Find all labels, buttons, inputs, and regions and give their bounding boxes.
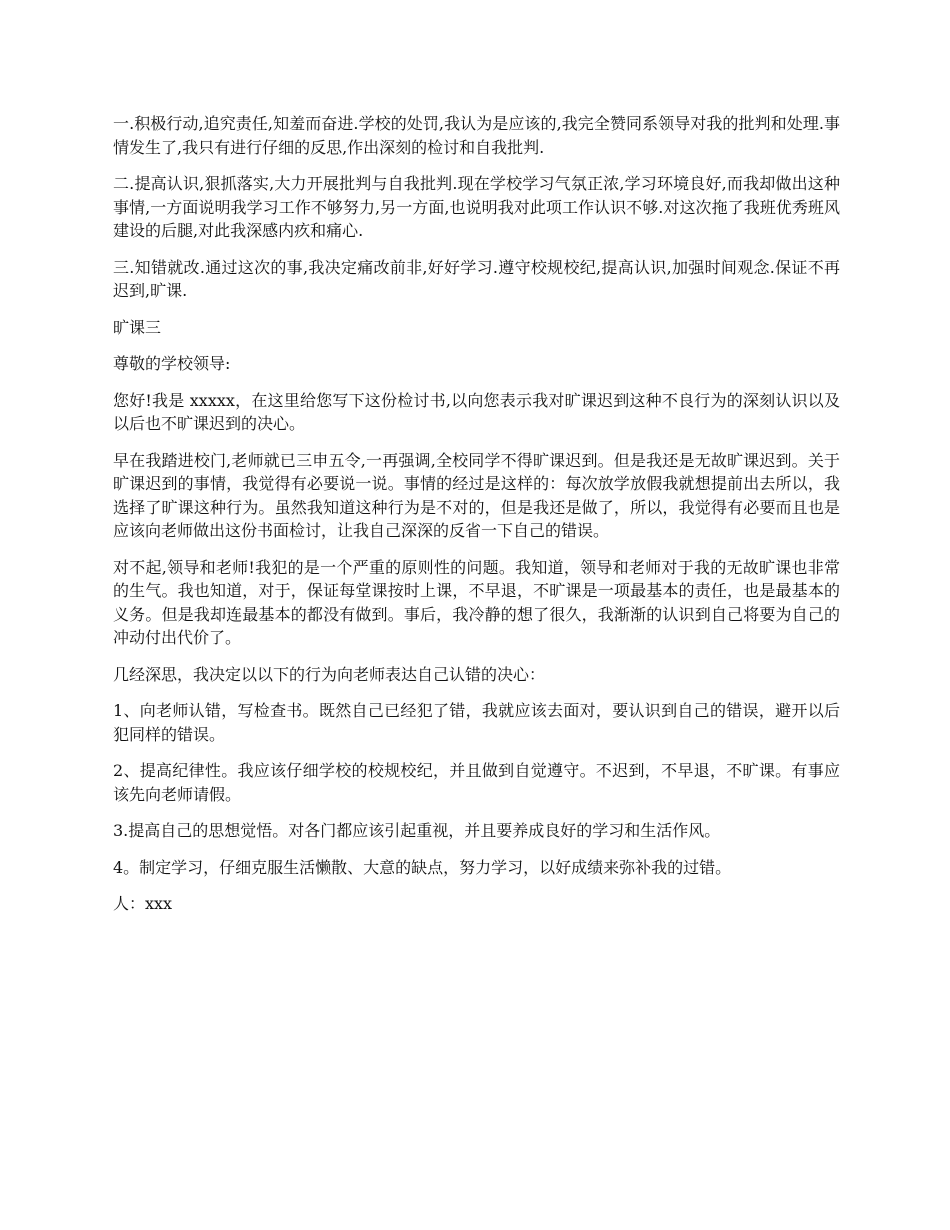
paragraph-3: 三.知错就改.通过这次的事,我决定痛改前非,好好学习.遵守校规校纪,提高认识,加强时间观念.保证不再迟到,旷课.: [113, 257, 840, 300]
list-item-4: 4。制定学习，仔细克服生活懒散、大意的缺点，努力学习，以好成绩来弥补我的过错。: [113, 857, 732, 877]
list-item-3: 3.提高自己的思想觉悟。对各门都应该引起重视，并且要养成良好的学习和生活作风。: [113, 821, 721, 840]
paragraph-background: 早在我踏进校门,老师就已三申五令,一再强调,全校同学不得旷课迟到。但是我还是无故旷课迟到。关于旷课迟到的事情，我觉得有必要说一说。事情的经过是这样的：每次放学放假我就想提前出去所以，我选择了旷课这种行为。虽然我知道这种行为是不对的，但是我还是做了，所以，我觉得有必要而且也是应该向老师做出这份书面检讨，让我自己深深的反省一下自己的错误。: [113, 450, 840, 540]
paragraph-2: 二.提高认识,狠抓落实,大力开展批判与自我批判.现在学校学习气氛正浓,学习环境良好,而我却做出这种事情,一方面说明我学习工作不够努力,另一方面,也说明我对此项工作认识不够.对这次拖了我班优秀班风建设的后腿,对此我深感内疚和痛心.: [113, 174, 840, 240]
list-item-1: 1、向老师认错，写检查书。既然自己已经犯了错，我就应该去面对，要认识到自己的错误，避开以后犯同样的错误。: [113, 701, 840, 744]
paragraph-1: 一.积极行动,追究责任,知羞而奋进.学校的处罚,我认为是应该的,我完全赞同系领导对我的批判和处理.事情发生了,我只有进行仔细的反思,作出深刻的检讨和自我批判.: [113, 114, 840, 157]
section-heading: 旷课三: [113, 317, 162, 337]
paragraph-resolve: 几经深思，我决定以以下的行为向老师表达自己认错的决心：: [113, 664, 546, 684]
paragraph-apology: 对不起,领导和老师!我犯的是一个严重的原则性的问题。我知道，领导和老师对于我的无故旷课也非常的生气。我也知道，对于，保证每堂课按时上课，不早退，不旷课是一项最基本的责任，也是最基本的义务。但是我却连最基本的都没有做到。事后，我冷静的想了很久，我渐渐的认识到自己将要为自己的冲动付出代价了。: [113, 557, 840, 647]
list-item-2: 2、提高纪律性。我应该仔细学校的校规校纪，并且做到自觉遵守。不迟到，不早退，不旷课。有事应该先向老师请假。: [113, 761, 840, 804]
paragraph-intro: 您好!我是 xxxxx，在这里给您写下这份检讨书,以向您表示我对旷课迟到这种不良行为的深刻认识以及以后也不旷课迟到的决心。: [113, 390, 840, 433]
document-body: [113, 112, 840, 929]
signature-line: 人：xxx: [113, 894, 173, 913]
salutation: 尊敬的学校领导:: [113, 354, 231, 373]
